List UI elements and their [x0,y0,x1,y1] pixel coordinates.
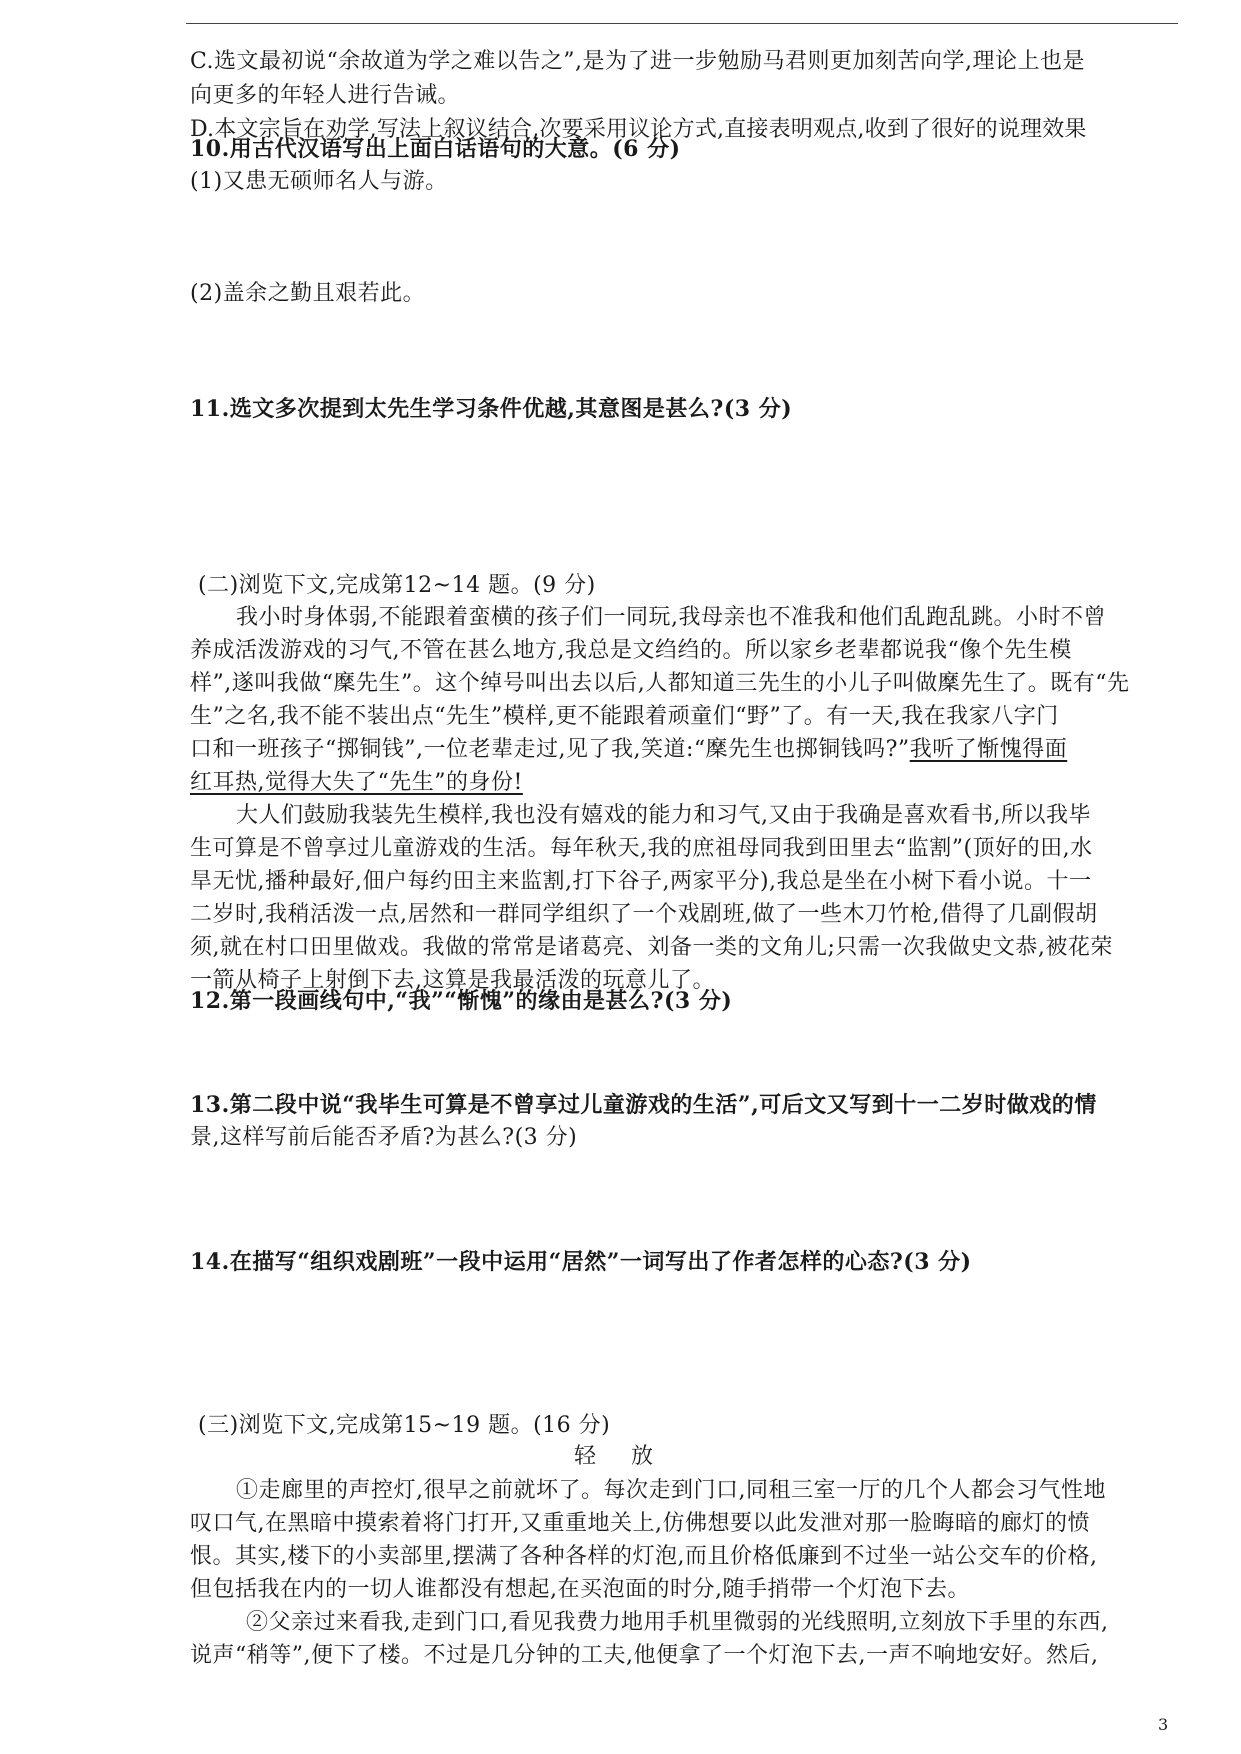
passage-3-line-3: 恨。其实,楼下的小卖部里,摆满了各种各样的灯泡,而且价格低廉到不过坐一站公交车的价格, [190,1544,1098,1569]
passage-2-line-7: 大人们鼓励我装先生模样,我也没有嬉戏的能力和习气,又由于我确是喜欢看书,所以我毕 [236,803,1091,828]
passage-2-line-10: 二岁时,我稍活泼一点,居然和一群同学组织了一个戏剧班,做了一些木刀竹枪,借得了几副假胡 [190,902,1098,927]
header-rule [186,23,1178,24]
passage-2-line-12: 一箭从椅子上射倒下去,这算是我最活泼的玩意儿了。 [190,968,715,993]
question-14: 14.在描写“组织戏剧班”一段中运用“居然”一词写出了作者怎样的心态?(3 分) [190,1249,972,1275]
section-2-heading: (二)浏览下文,完成第12~14 题。(9 分) [198,573,596,598]
passage-3-line-6: 说声“稍等”,便下了楼。不过是几分钟的工夫,他便拿了一个灯泡下去,一声不响地安好。然后, [190,1643,1099,1668]
page-number: 3 [1158,1715,1169,1734]
passage-2-line-1: 我小时身体弱,不能跟着蛮横的孩子们一同玩,我母亲也不准我和他们乱跑乱跳。小时不曾 [236,605,1106,630]
option-c-line-1: C.选文最初说“余故道为学之难以告之”,是为了进一步勉励马君则更加刻苦向学,理论上也是 [190,49,1086,74]
question-10: 10.用古代汉语写出上面白话语句的大意。(6 分) [190,136,681,162]
question-11: 11.选文多次提到太先生学习条件优越,其意图是甚么?(3 分) [190,396,793,422]
passage-2-line-3: 样”,遂叫我做“穈先生”。这个绰号叫出去以后,人都知道三先生的小儿子叫做穈先生了。既有“先 [190,671,1130,696]
option-c-line-2: 向更多的年轻人进行告诫。 [190,83,461,108]
passage-2-line-2: 养成活泼游戏的习气,不管在甚么地方,我总是文绉绉的。所以家乡老辈都说我“像个先生模 [190,638,1072,663]
passage-2-line-5-text: 口和一班孩子“掷铜钱”,一位老辈走过,见了我,笑道:“穈先生也掷铜钱吗?” [190,737,910,762]
passage-3-line-1: ①走廊里的声控灯,很早之前就坏了。每次走到门口,同租三室一厅的几个人都会习气性地 [236,1478,1106,1503]
passage-2-line-11: 须,就在村口田里做戏。我做的常常是诸葛亮、刘备一类的文角儿;只需一次我做史文恭,被花荣 [190,935,1113,960]
passage-2-line-8: 生可算是不曾享过儿童游戏的生活。每年秋天,我的庶祖母同我到田里去“监割”(顶好的田,水 [190,836,1093,861]
question-13-line-1: 13.第二段中说“我毕生可算是不曾享过儿童游戏的生活”,可后文又写到十一二岁时做戏的情 [190,1092,1097,1118]
passage-3-line-5: ②父亲过来看我,走到门口,看见我费力地用手机里微弱的光线照明,立刻放下手里的东西, [246,1610,1109,1635]
underlined-sentence-part-1: 我听了惭愧得面 [909,737,1068,762]
question-10-item-1: (1)又患无硕师名人与游。 [190,169,448,194]
question-10-item-2: (2)盖余之勤且艰若此。 [190,281,426,306]
underlined-sentence-part-2: 红耳热,觉得大失了“先生”的身份! [190,770,523,795]
section-3-heading: (三)浏览下文,完成第15~19 题。(16 分) [198,1413,611,1438]
passage-3-line-2: 叹口气,在黑暗中摸索着将门打开,又重重地关上,仿佛想要以此发泄对那一脸晦暗的廊灯的愤 [190,1511,1090,1536]
question-12: 12.第一段画线句中,“我”“惭愧”的缘由是甚么?(3 分) [190,988,733,1014]
option-d-line: D.本文宗旨在劝学,写法上叙议结合,次要采用议论方式,直接表明观点,收到了很好的说理效果 [190,117,1087,142]
passage-2-line-9: 旱无忧,播种最好,佃户每约田主来监割,打下谷子,两家平分),我总是坐在小树下看小说。十一 [190,869,1092,894]
passage-3-title: 轻 放 [574,1444,667,1469]
passage-3-line-4: 但包括我在内的一切人谁都没有想起,在买泡面的时分,随手捎带一个灯泡下去。 [190,1577,970,1602]
passage-2-line-4: 生”之名,我不能不装出点“先生”模样,更不能跟着顽童们“野”了。有一天,我在我家八字门 [190,704,1059,729]
question-13-line-2: 景,这样写前后能否矛盾?为甚么?(3 分) [190,1125,578,1150]
passage-2-line-5 [190,734,1067,766]
